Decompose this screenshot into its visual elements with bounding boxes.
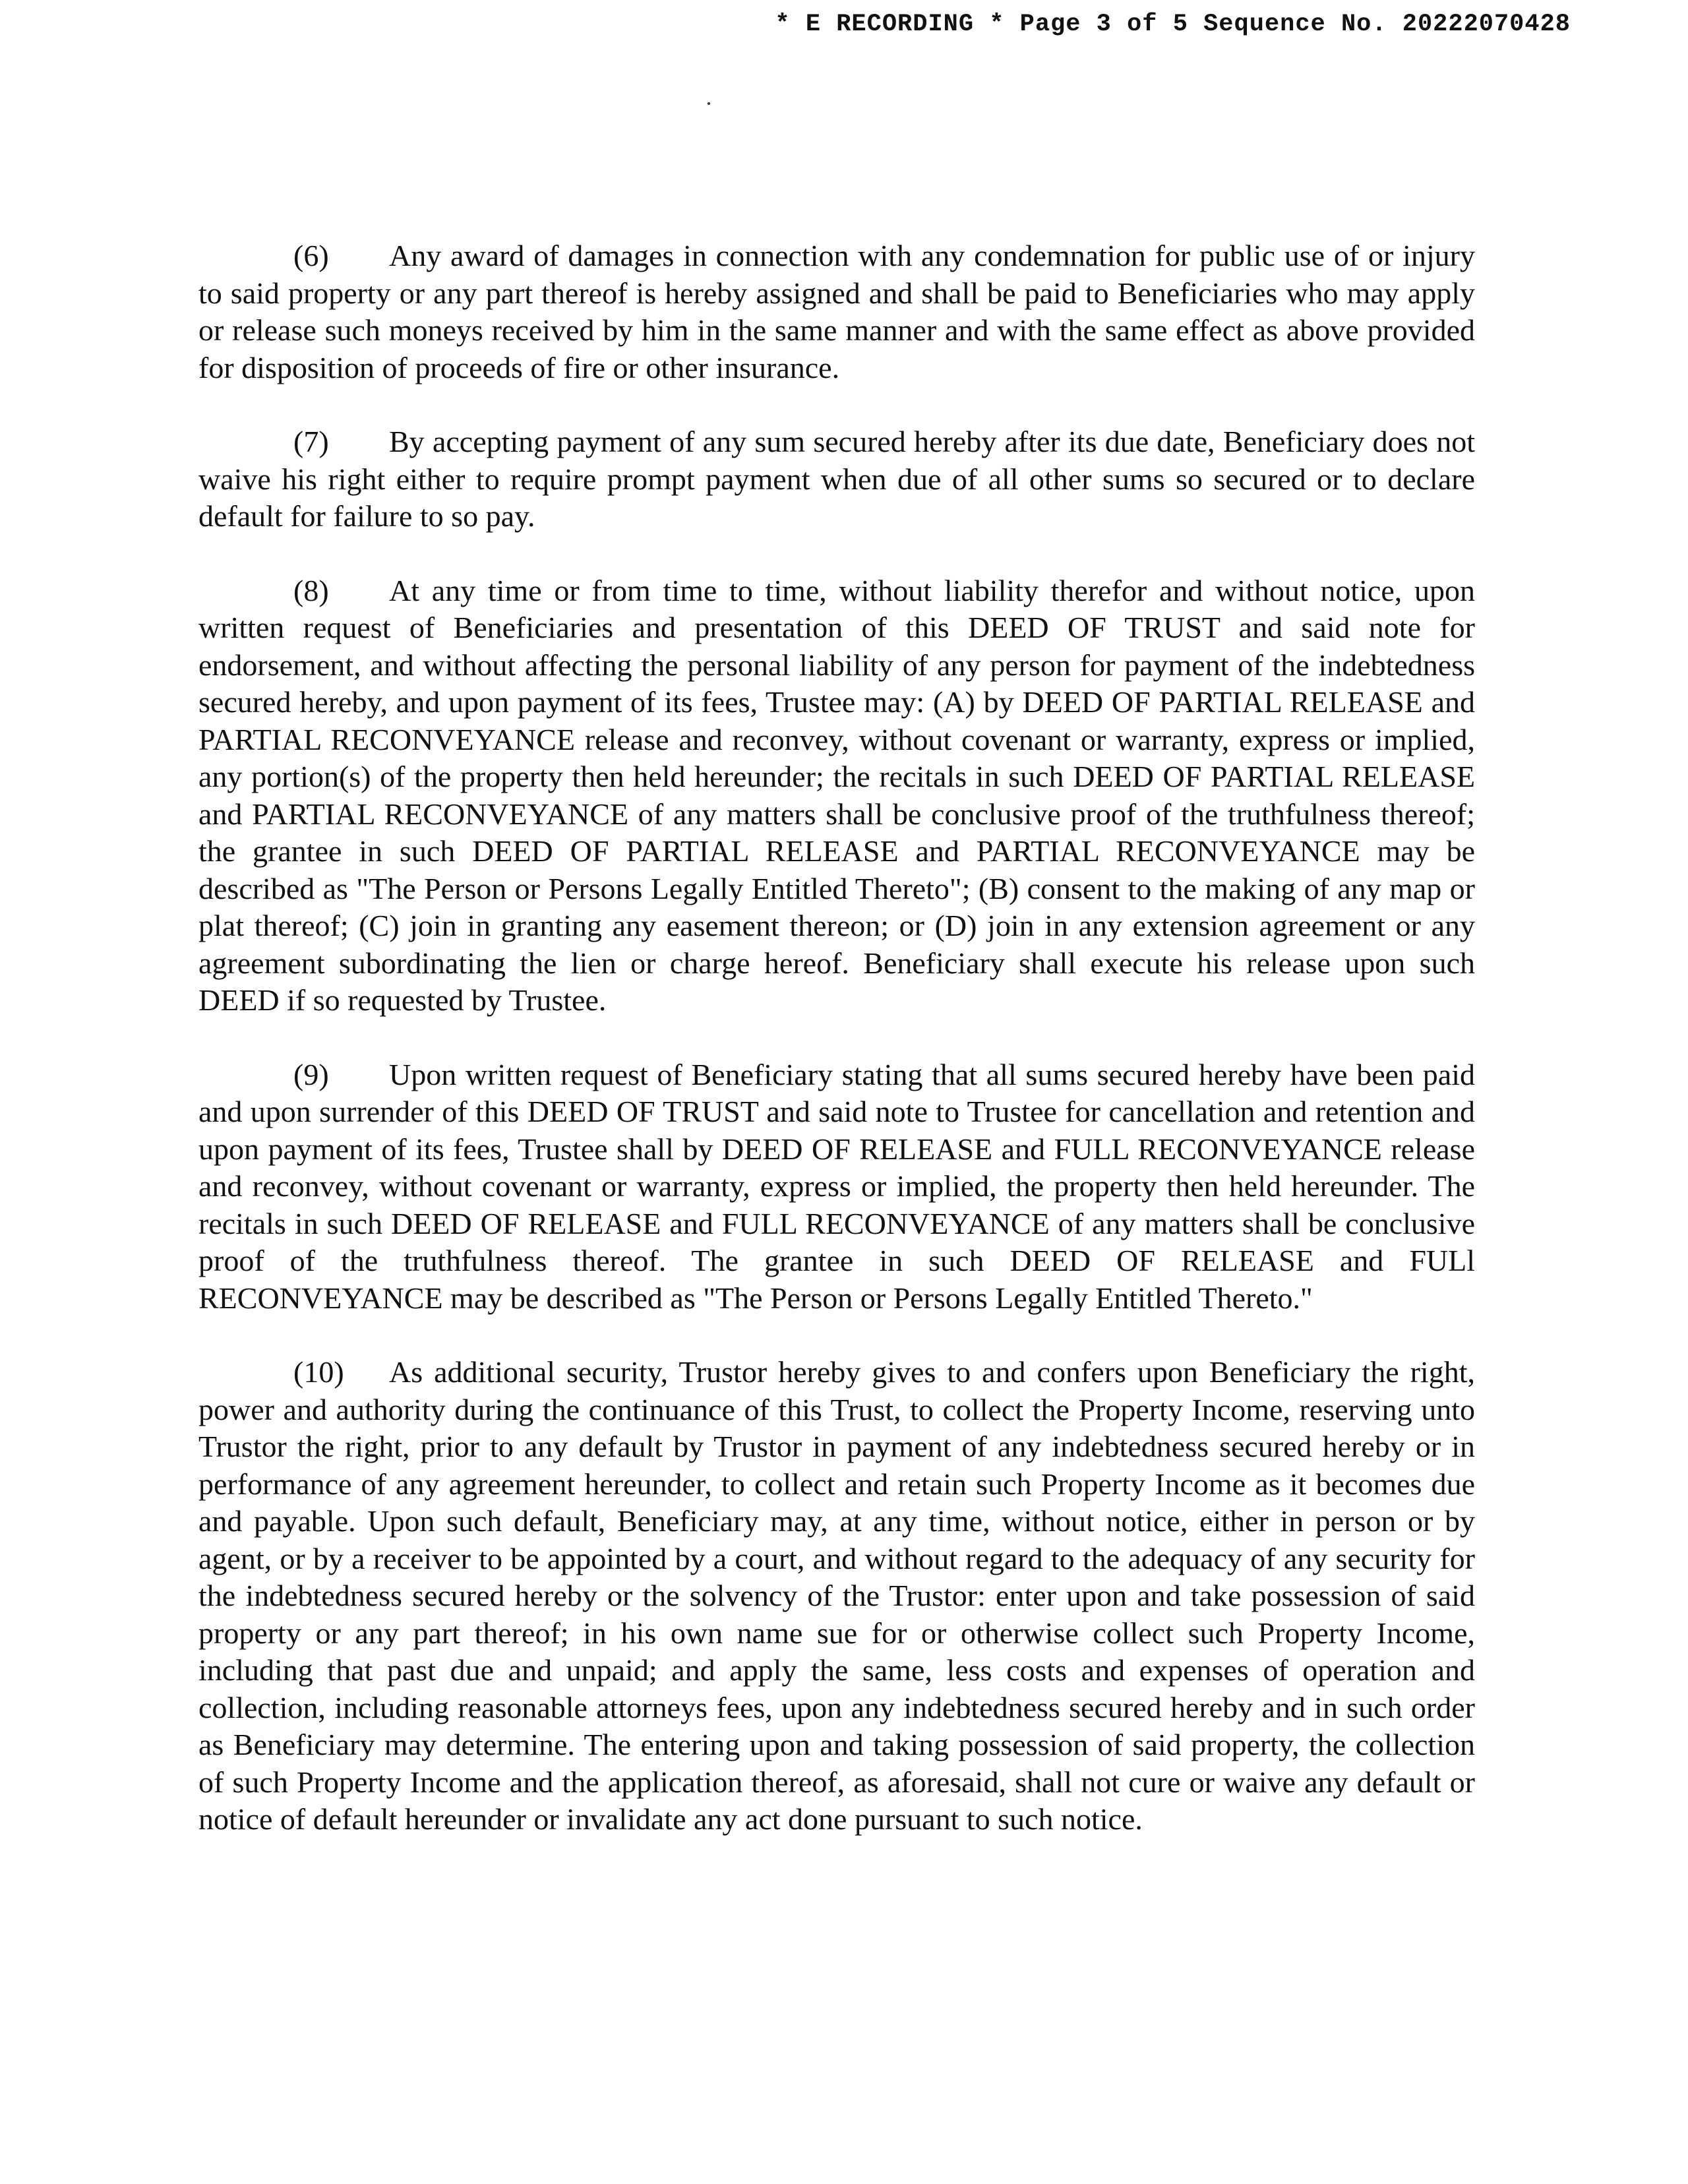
paragraph-number: (9) bbox=[293, 1057, 329, 1091]
document-body bbox=[198, 237, 1475, 1875]
paragraph-number: (8) bbox=[293, 573, 329, 607]
paragraph-text: By accepting payment of any sum secured hereby after its due date, Beneficiary does not waive his right either to require prompt payment when due of all other sums so secured or to declare default for failure to so pay. bbox=[198, 425, 1475, 533]
paragraph-6 bbox=[198, 237, 1475, 386]
paragraph-number: (6) bbox=[293, 239, 329, 272]
paragraph-text: Any award of damages in connection with any condemnation for public use of or injury to said property or any part thereof is hereby assigned and shall be paid to Beneficiaries who may apply or release such moneys received by him in the same manner and with the same effect as above provided for disposition of proceeds of fire or other insurance. bbox=[198, 239, 1475, 384]
paragraph-8 bbox=[198, 572, 1475, 1019]
paragraph-10 bbox=[198, 1354, 1475, 1838]
paragraph-text: Upon written request of Beneficiary stating that all sums secured hereby have been paid and upon surrender of this DEED OF TRUST and said note to Trustee for cancellation and retention and upon payment of its fees, Trustee shall by DEED OF RELEASE and FULL RECONVEYANCE release and reconvey, without covenant or warranty, express or implied, the property then held hereunder. The recitals in such DEED OF RELEASE and FULL RECONVEYANCE of any matters shall be conclusive proof of the truthfulness thereof. The grantee in such DEED OF RELEASE and FULl RECONVEYANCE may be described as "The Person or Persons Legally Entitled Thereto." bbox=[198, 1057, 1475, 1315]
paragraph-7 bbox=[198, 423, 1475, 535]
paragraph-9 bbox=[198, 1056, 1475, 1318]
recording-header: * E RECORDING * Page 3 of 5 Sequence No. 20222070428 bbox=[775, 11, 1571, 38]
paragraph-text: At any time or from time to time, without liability therefor and without notice, upon written request of Beneficiaries and presentation of this DEED OF TRUST and said note for endorsement, and without affecting the personal liability of any person for payment of the indebtedness secured hereby, and upon payment of its fees, Trustee may: (A) by DEED OF PARTIAL RELEASE and PARTIAL RECONVEYANCE release and reconvey, without covenant or warranty, express or implied, any portion(s) of the property then held hereunder; the recitals in such DEED OF PARTIAL RELEASE and PARTIAL RECONVEYANCE of any matters shall be conclusive proof of the truthfulness thereof; the grantee in such DEED OF PARTIAL RELEASE and PARTIAL RECONVEYANCE may be described as "The Person or Persons Legally Entitled Thereto"; (B) consent to the making of any map or plat thereof; (C) join in granting any easement thereon; or (D) join in any extension agreement or any agreement subordinating the lien or charge hereof. Beneficiary shall execute his release upon such DEED if so requested by Trustee. bbox=[198, 573, 1475, 1017]
paragraph-text: As additional security, Trustor hereby gives to and confers upon Beneficiary the right, power and authority during the continuance of this Trust, to collect the Property Income, reserving unto Trustor the right, prior to any default by Trustor in payment of any indebtedness secured hereby or in performance of any agreement hereunder, to collect and retain such Property Income as it becomes due and payable. Upon such default, Beneficiary may, at any time, without notice, either in person or by agent, or by a receiver to be appointed by a court, and without regard to the adequacy of any security for the indebtedness secured hereby or the solvency of the Trustor: enter upon and take possession of said property or any part thereof; in his own name sue for or otherwise collect such Property Income, including that past due and unpaid; and apply the same, less costs and expenses of operation and collection, including reasonable attorneys fees, upon any indebtedness secured hereby and in such order as Beneficiary may determine. The entering upon and taking possession of said property, the collection of such Property Income and the application thereof, as aforesaid, shall not cure or waive any default or notice of default hereunder or invalidate any act done pursuant to such notice. bbox=[198, 1355, 1475, 1836]
paragraph-number: (10) bbox=[293, 1355, 344, 1389]
scan-speck bbox=[708, 102, 710, 105]
paragraph-number: (7) bbox=[293, 425, 329, 458]
